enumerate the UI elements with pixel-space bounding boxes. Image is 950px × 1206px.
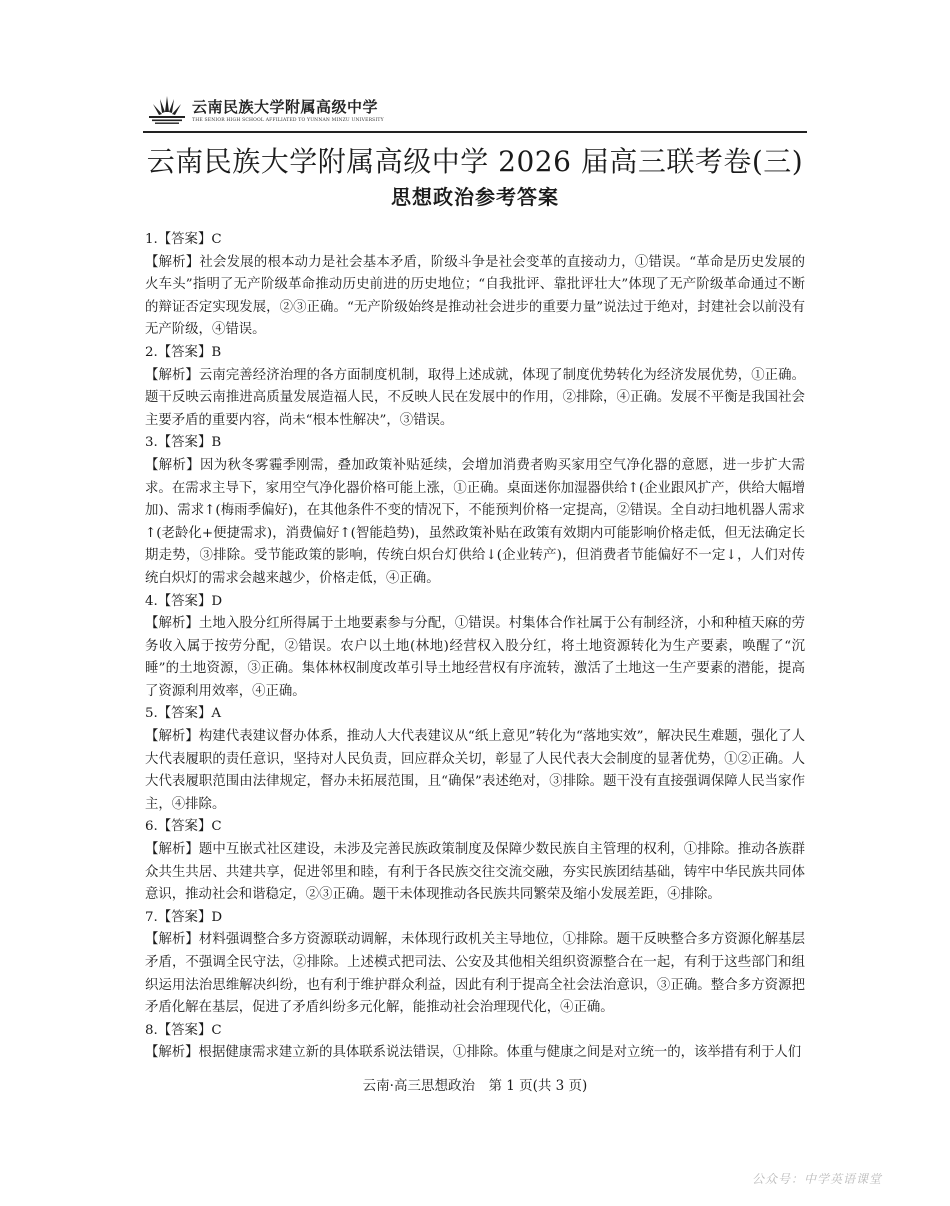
watermark: 公众号：中学英语课堂	[752, 1172, 883, 1186]
question-item	[145, 432, 805, 590]
school-logo	[146, 90, 384, 128]
question-item	[145, 907, 805, 1020]
page-subtitle: 思想政治参考答案	[391, 185, 559, 209]
question-item	[145, 591, 805, 704]
question-item	[145, 816, 805, 906]
logo-school-name: 云南民族大学附属高级中学	[192, 97, 379, 116]
analysis-text: 【解析】云南完善经济治理的各方面制度机制，取得上述成就，体现了制度优势转化为经济发展优势，①正确。题干反映云南推进高质量发展造福人民，不反映人民在发展中的作用，②排除，④正确。发展不平衡是我国社会主要矛盾的重要内容，尚未“根本性解决”，③错误。	[145, 367, 805, 428]
answer-line: 3.【答案】B	[145, 435, 222, 451]
answer-line: 7.【答案】D	[145, 909, 223, 925]
school-emblem-icon	[146, 90, 188, 128]
analysis-text: 【解析】土地入股分红所得属于土地要素参与分配，①错误。村集体合作社属于公有制经济，小和种植天麻的劳务收入属于按劳分配，②错误。农户以土地(林地)经营权入股分红，将土地资源转化为生产要素，唤醒了“沉睡”的土地资源，③正确。集体林权制度改革引导土地经营权有序流转，激活了土地这一生产要素的潜能，提高了资源利用效率，④正确。	[145, 616, 805, 699]
question-item	[145, 703, 805, 816]
analysis-text: 【解析】因为秋冬雾霾季刚需，叠加政策补贴延续，会增加消费者购买家用空气净化器的意愿，进一步扩大需求。在需求主导下，家用空气净化器价格可能上涨，①正确。桌面迷你加湿器供给↑(企业跟风扩产，供给大幅增加)、需求↑(梅雨季偏好)，在其他条件不变的情况下，不能预判价格一定提高，②错误。全自动扫地机器人需求↑(老龄化+便捷需求)，消费偏好↑(智能趋势)，虽然政策补贴在政策有效期内可能影响价格走低，但无法确定长期走势，③排除。受节能政策的影响，传统白炽台灯供给↓(企业转产)，但消费者节能偏好不一定↓，人们对传统白炽灯的需求会越来越少，价格走低，④正确。	[145, 457, 805, 586]
page-title: 云南民族大学附属高级中学 2026 届高三联考卷(三)	[146, 145, 804, 178]
answer-line: 1.【答案】C	[145, 232, 222, 247]
question-item	[145, 1020, 805, 1065]
page-footer: 云南·高三思想政治 第 1 页(共 3 页)	[362, 1078, 588, 1094]
answer-line: 8.【答案】C	[145, 1022, 222, 1038]
answer-line: 5.【答案】A	[145, 706, 222, 722]
answer-line: 6.【答案】C	[145, 819, 222, 835]
answer-line: 4.【答案】D	[145, 593, 223, 609]
analysis-text: 【解析】社会发展的根本动力是社会基本矛盾，阶级斗争是社会变革的直接动力，①错误。“革命是历史发展的火车头”指明了无产阶级革命推动历史前进的历史地位；“自我批评、靠批评壮大”体现了无产阶级革命通过不断的辩证否定实现发展，②③正确。“无产阶级始终是推动社会进步的重要力量”说法过于绝对，封建社会以前没有无产阶级，④错误。	[145, 254, 805, 338]
answer-line: 2.【答案】B	[145, 344, 222, 360]
header-divider	[143, 131, 807, 133]
logo-school-name-en: THE SENIOR HIGH SCHOOL AFFILIATED TO YUNNAN MINZU UNIVERSITY	[192, 117, 384, 123]
answer-list	[145, 229, 805, 1065]
analysis-text: 【解析】材料强调整合多方资源联动调解，未体现行政机关主导地位，①排除。题干反映整合多方资源化解基层矛盾，不强调全民守法，②排除。上述模式把司法、公安及其他相关组织资源整合在一起，有利于这些部门和组织运用法治思维解决纠纷，也有利于维护群众利益，因此有利于提高全社会法治意识，③正确。整合多方资源把矛盾化解在基层，促进了矛盾纠纷多元化解，能推动社会治理现代化，④正确。	[145, 932, 805, 1016]
question-item	[145, 342, 805, 432]
logo-text-block	[192, 96, 384, 123]
question-item	[145, 229, 805, 342]
analysis-text: 【解析】根据健康需求建立新的具体联系说法错误，①排除。体重与健康之间是对立统一的，该举措有利于人们	[145, 1045, 802, 1061]
analysis-text: 【解析】题中互嵌式社区建设，未涉及完善民族政策制度及保障少数民族自主管理的权利，①排除。推动各族群众共生共居、共建共享，促进邻里和睦，有利于各民族交往交流交融，夯实民族团结基础，铸牢中华民族共同体意识，推动社会和谐稳定，②③正确。题干未体现推动各民族共同繁荣及缩小发展差距，④排除。	[145, 842, 805, 903]
analysis-text: 【解析】构建代表建议督办体系，推动人大代表建议从“纸上意见”转化为“落地实效”，解决民生难题，强化了人大代表履职的责任意识，坚持对人民负责，回应群众关切，彰显了人民代表大会制度的显著优势，①②正确。人大代表履职范围由法律规定，督办未拓展范围，且“确保”表述绝对，③排除。题干没有直接强调保障人民当家作主，④排除。	[145, 729, 805, 812]
